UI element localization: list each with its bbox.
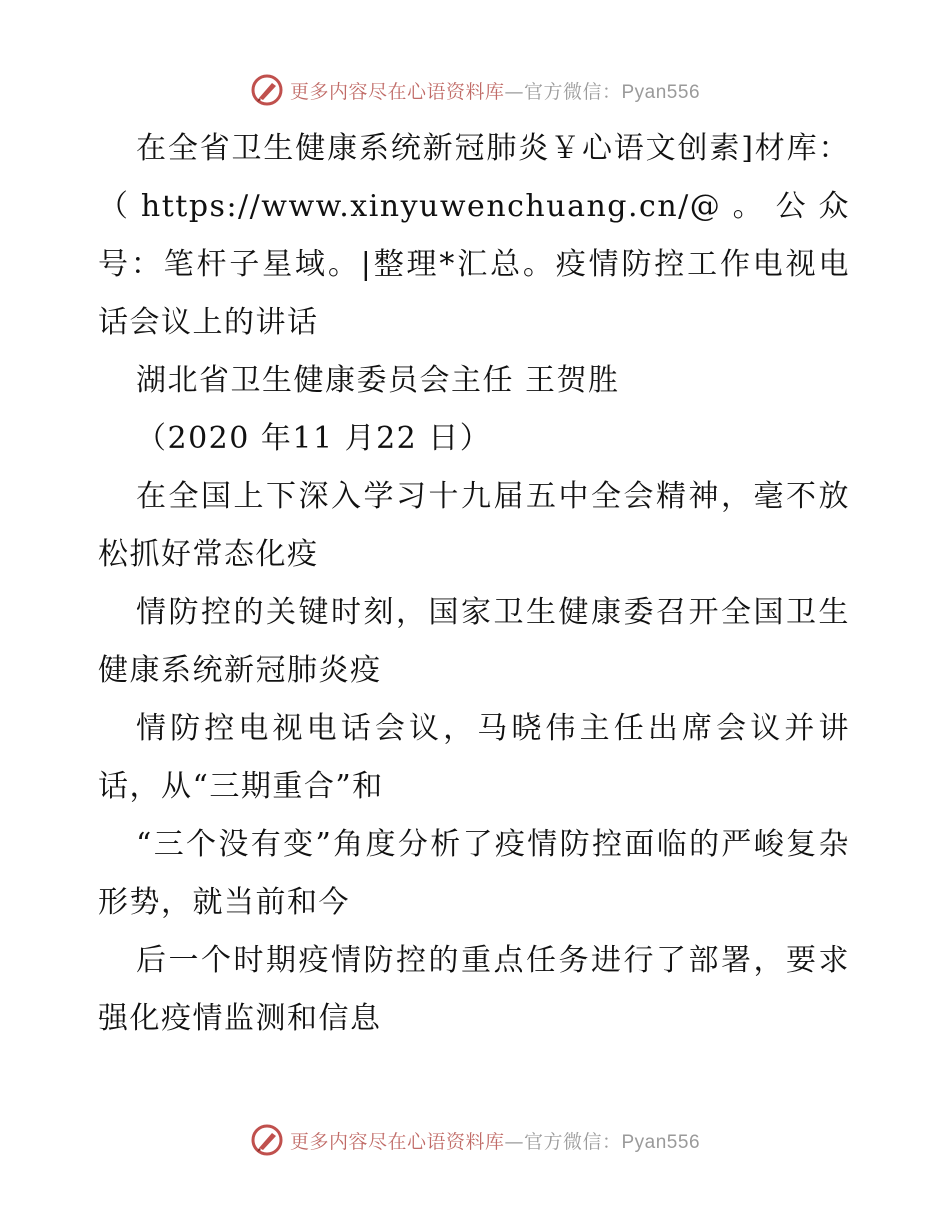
- document-body: [98, 120, 850, 1048]
- header-banner-text: [290, 77, 700, 104]
- header-banner-main: 更多内容尽在心语资料库: [289, 80, 505, 103]
- document-paragraph: 情防控的关键时刻，国家卫生健康委召开全国卫生健康系统新冠肺炎疫: [98, 595, 850, 688]
- header-banner-wx-label: 官方微信：: [523, 80, 622, 103]
- header-watermark-banner: [0, 70, 950, 110]
- document-paragraph: 情防控电视电话会议，马晓伟主任出席会议并讲话，从“三期重合”和: [98, 711, 850, 804]
- header-banner-content: [250, 73, 700, 107]
- footer-banner-wx-id: Pyan556: [621, 1131, 701, 1153]
- document-title: 在全省卫生健康系统新冠肺炎￥心语文创素]材库：（https://www.xinyuwenchuang.cn/@。公众号：笔杆子星域。|整理*汇总。疫情防控工作电视电话会议上的讲话: [98, 131, 850, 340]
- pen-circle-logo-icon: [250, 73, 284, 107]
- document-date: （2020 年11 月22 日）: [136, 421, 492, 456]
- footer-banner-dash: —: [504, 1130, 524, 1153]
- footer-banner-wx-label: 官方微信：: [523, 1130, 622, 1153]
- document-paragraph: “三个没有变”角度分析了疫情防控面临的严峻复杂形势，就当前和今: [98, 827, 850, 920]
- document-author: 湖北省卫生健康委员会主任 王贺胜: [136, 363, 620, 398]
- footer-banner-main: 更多内容尽在心语资料库: [289, 1130, 505, 1153]
- document-paragraph: 在全国上下深入学习十九届五中全会精神，毫不放松抓好常态化疫: [98, 479, 850, 572]
- footer-banner-content: [250, 1123, 700, 1157]
- footer-watermark-banner: [0, 1120, 950, 1160]
- document-paragraph: 后一个时期疫情防控的重点任务进行了部署，要求强化疫情监测和信息: [98, 943, 850, 1036]
- header-banner-dash: —: [504, 80, 524, 103]
- footer-banner-text: [290, 1127, 700, 1154]
- header-banner-wx-id: Pyan556: [621, 81, 701, 103]
- pen-circle-logo-icon: [250, 1123, 284, 1157]
